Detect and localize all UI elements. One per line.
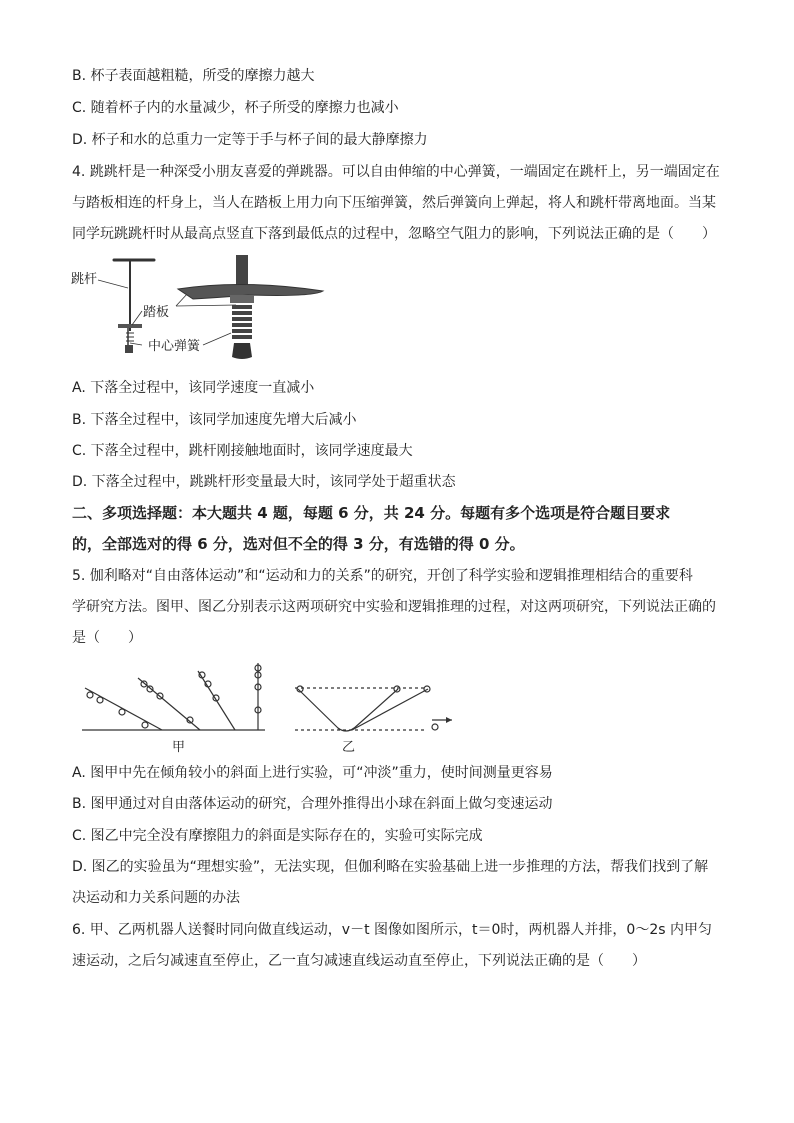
q4-option-b: B. 下落全过程中，该同学加速度先增大后减小 — [72, 412, 357, 428]
section-2-heading-line-2: 的，全部选对的得 6 分，选对但不全的得 3 分，有选错的得 0 分。 — [72, 535, 525, 553]
q5-option-d-line-2: 决运动和力关系问题的办法 — [72, 890, 240, 906]
section-2-heading-line-1: 二、多项选择题：本大题共 4 题，每题 6 分，共 24 分。每题有多个选项是符合题目要求 — [72, 504, 671, 522]
q5-stem-line-3: 是（ ） — [72, 630, 142, 646]
q4-stem-line-1: 4. 跳跳杆是一种深受小朋友喜爱的弹跳器。可以自由伸缩的中心弹簧，一端固定在跳杆上，另一端固定在 — [72, 164, 720, 180]
q4-option-c: C. 下落全过程中，跳杆刚接触地面时，该同学速度最大 — [72, 443, 413, 459]
q5-stem-line-1: 5. 伽利略对“自由落体运动”和“运动和力的关系”的研究，开创了科学实验和逻辑推理相结合的重要科 — [72, 568, 693, 584]
figure-yi-label: 乙 — [342, 740, 356, 755]
q6-stem-line-1: 6. 甲、乙两机器人送餐时同向做直线运动，v－t 图像如图所示，t＝0时，两机器人并排，0～2s 内甲匀 — [72, 922, 712, 938]
q4-stem-line-2: 与踏板相连的杆身上，当人在踏板上用力向下压缩弹簧，然后弹簧向上弹起，将人和跳杆带离地面。当某 — [72, 195, 716, 211]
q4-option-d: D. 下落全过程中，跳跳杆形变量最大时，该同学处于超重状态 — [72, 474, 456, 490]
q3-option-b: B. 杯子表面越粗糙，所受的摩擦力越大 — [72, 68, 315, 84]
q3-option-d: D. 杯子和水的总重力一定等于手与杯子间的最大静摩擦力 — [72, 132, 428, 148]
spring-label: 中心弹簧 — [148, 339, 201, 354]
pole-label: 跳杆 — [71, 272, 98, 287]
q5-option-b: B. 图甲通过对自由落体运动的研究，合理外推得出小球在斜面上做匀变速运动 — [72, 796, 553, 812]
galileo-experiment-figure — [80, 658, 460, 758]
q5-option-d-line-1: D. 图乙的实验虽为“理想实验”，无法实现，但伽利略在实验基础上进一步推理的方法，帮我们找到了解 — [72, 859, 709, 875]
q4-stem-line-3: 同学玩跳跳杆时从最高点竖直下落到最低点的过程中，忽略空气阻力的影响，下列说法正确的是（ ） — [72, 226, 716, 242]
pogo-stick-figure — [68, 253, 348, 368]
figure-jia-label: 甲 — [172, 740, 186, 755]
q5-option-a: A. 图甲中先在倾角较小的斜面上进行实验，可“冲淡”重力，使时间测量更容易 — [72, 765, 553, 781]
q6-stem-line-2: 速运动，之后匀减速直至停止，乙一直匀减速直线运动直至停止，下列说法正确的是（ ） — [72, 953, 646, 969]
q3-option-c: C. 随着杯子内的水量减少，杯子所受的摩擦力也减小 — [72, 100, 399, 116]
q5-option-c: C. 图乙中完全没有摩擦阻力的斜面是实际存在的，实验可实际完成 — [72, 828, 483, 844]
pedal-label: 踏板 — [143, 305, 170, 320]
q4-option-a: A. 下落全过程中，该同学速度一直减小 — [72, 380, 315, 396]
q5-stem-line-2: 学研究方法。图甲、图乙分别表示这两项研究中实验和逻辑推理的过程，对这两项研究，下列说法正确的 — [72, 599, 716, 615]
